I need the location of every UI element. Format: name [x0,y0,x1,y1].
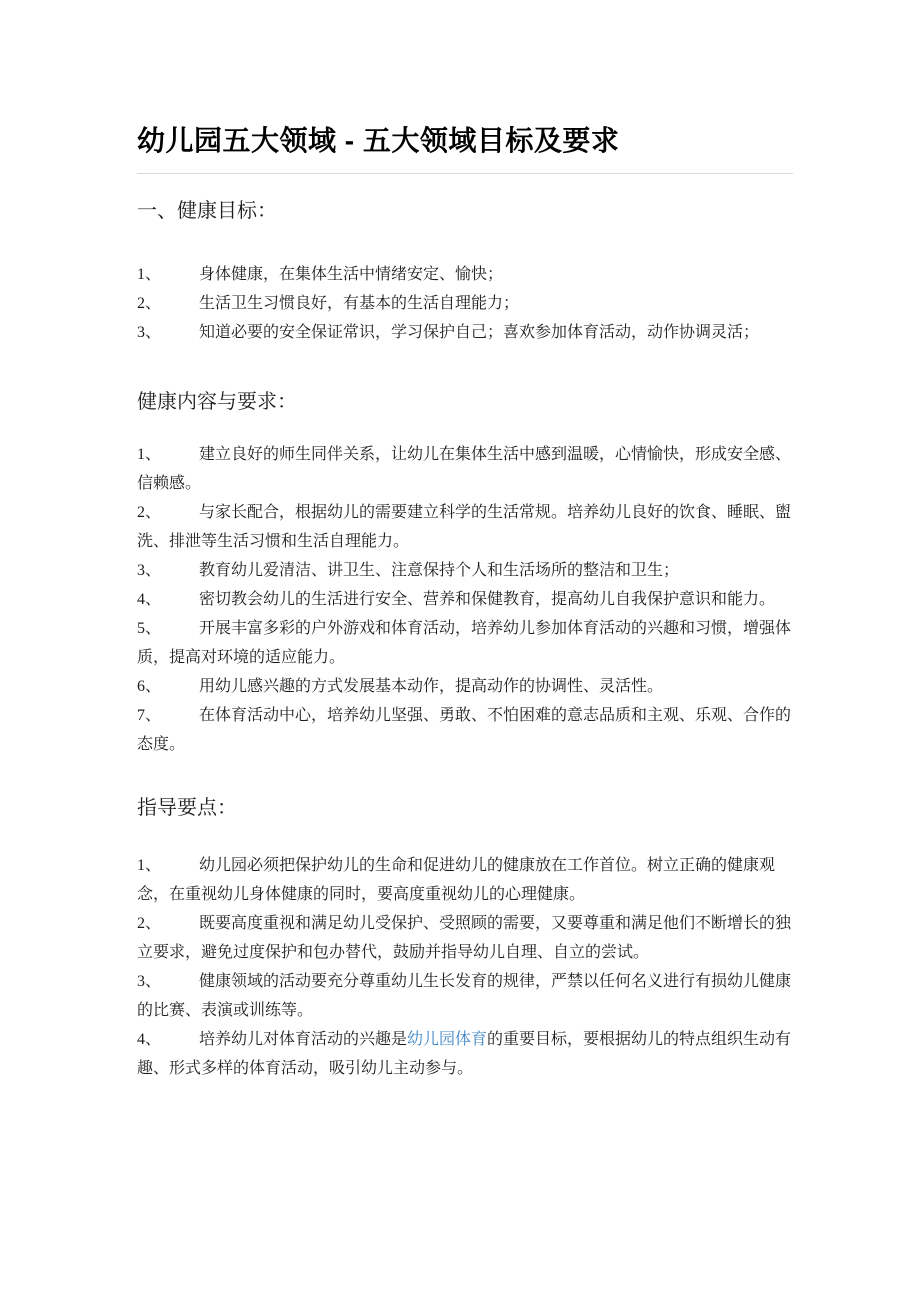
kindergarten-sports-link[interactable]: 幼儿园体育 [407,1031,488,1048]
health-content-list [137,440,793,759]
list-item [137,851,793,909]
list-item [137,260,793,289]
list-item-number: 1、 [137,446,162,463]
list-item-number: 2、 [137,504,162,521]
list-item [137,701,793,759]
list-item-text: 幼儿园必须把保护幼儿的生命和促进幼儿的健康放在工作首位。树立正确的健康观念，在重视幼儿身体健康的同时，要高度重视幼儿的心理健康。 [137,857,776,903]
document-title: 幼儿园五大领域 - 五大领域目标及要求 [137,125,620,156]
list-item [137,289,793,318]
list-item-number: 2、 [137,295,162,312]
list-item-text: 用幼儿感兴趣的方式发展基本动作，提高动作的协调性、灵活性。 [199,678,664,695]
title-divider [137,173,793,174]
section-heading-guidance-points: 指导要点： [137,797,237,819]
list-item-number: 6、 [137,678,162,695]
list-item-text: 健康领域的活动要充分尊重幼儿生长发育的规律，严禁以任何名义进行有损幼儿健康的比赛、表演或训练等。 [137,973,792,1019]
list-item-text: 开展丰富多彩的户外游戏和体育活动，培养幼儿参加体育活动的兴趣和习惯，增强体质，提高对环境的适应能力。 [137,620,792,666]
guidance-points-list [137,851,793,1083]
section-heading-health-content-requirements: 健康内容与要求： [137,391,297,413]
list-item-text: 建立良好的师生同伴关系，让幼儿在集体生活中感到温暖，心情愉快，形成安全感、信赖感。 [137,446,792,492]
list-item-number: 3、 [137,324,162,341]
list-item [137,1025,793,1083]
list-item-number: 3、 [137,973,162,990]
list-item-number: 1、 [137,857,162,874]
list-item-text: 既要高度重视和满足幼儿受保护、受照顾的需要，又要尊重和满足他们不断增长的独立要求，避免过度保护和包办替代，鼓励并指导幼儿自理、自立的尝试。 [137,915,792,961]
list-item-text: 教育幼儿爱清洁、讲卫生、注意保持个人和生活场所的整洁和卫生； [199,562,680,579]
list-item-number: 4、 [137,1031,162,1048]
list-item [137,498,793,556]
list-item-text-after-link: 的重要目标，要根据幼儿的特点组织生动有趣、形式多样的体育活动，吸引幼儿主动参与。 [137,1031,792,1077]
list-item-text: 在体育活动中心，培养幼儿坚强、勇敢、不怕困难的意志品质和主观、乐观、合作的态度。 [137,707,792,753]
list-item-number: 1、 [137,266,162,283]
list-item-number: 4、 [137,591,162,608]
list-item [137,556,793,585]
list-item [137,909,793,967]
list-item-text: 身体健康，在集体生活中情绪安定、愉快； [199,266,504,283]
list-item-text: 生活卫生习惯良好，有基本的生活自理能力； [199,295,520,312]
list-item [137,318,793,347]
list-item [137,585,793,614]
list-item-number: 2、 [137,915,162,932]
list-item [137,614,793,672]
list-item-number: 3、 [137,562,162,579]
list-item-number: 7、 [137,707,162,724]
list-item [137,672,793,701]
section-heading-health-goals: 一、健康目标： [137,200,277,222]
list-item-text: 与家长配合，根据幼儿的需要建立科学的生活常规。培养幼儿良好的饮食、睡眠、盥洗、排泄等生活习惯和生活自理能力。 [137,504,792,550]
list-item-text: 密切教会幼儿的生活进行安全、营养和保健教育，提高幼儿自我保护意识和能力。 [199,591,776,608]
list-item [137,967,793,1025]
list-item-number: 5、 [137,620,162,637]
list-item-text: 知道必要的安全保证常识，学习保护自己；喜欢参加体育活动，动作协调灵活； [199,324,760,341]
list-item [137,440,793,498]
list-item-text-before-link: 培养幼儿对体育活动的兴趣是 [199,1031,408,1048]
health-goals-list [137,260,793,347]
